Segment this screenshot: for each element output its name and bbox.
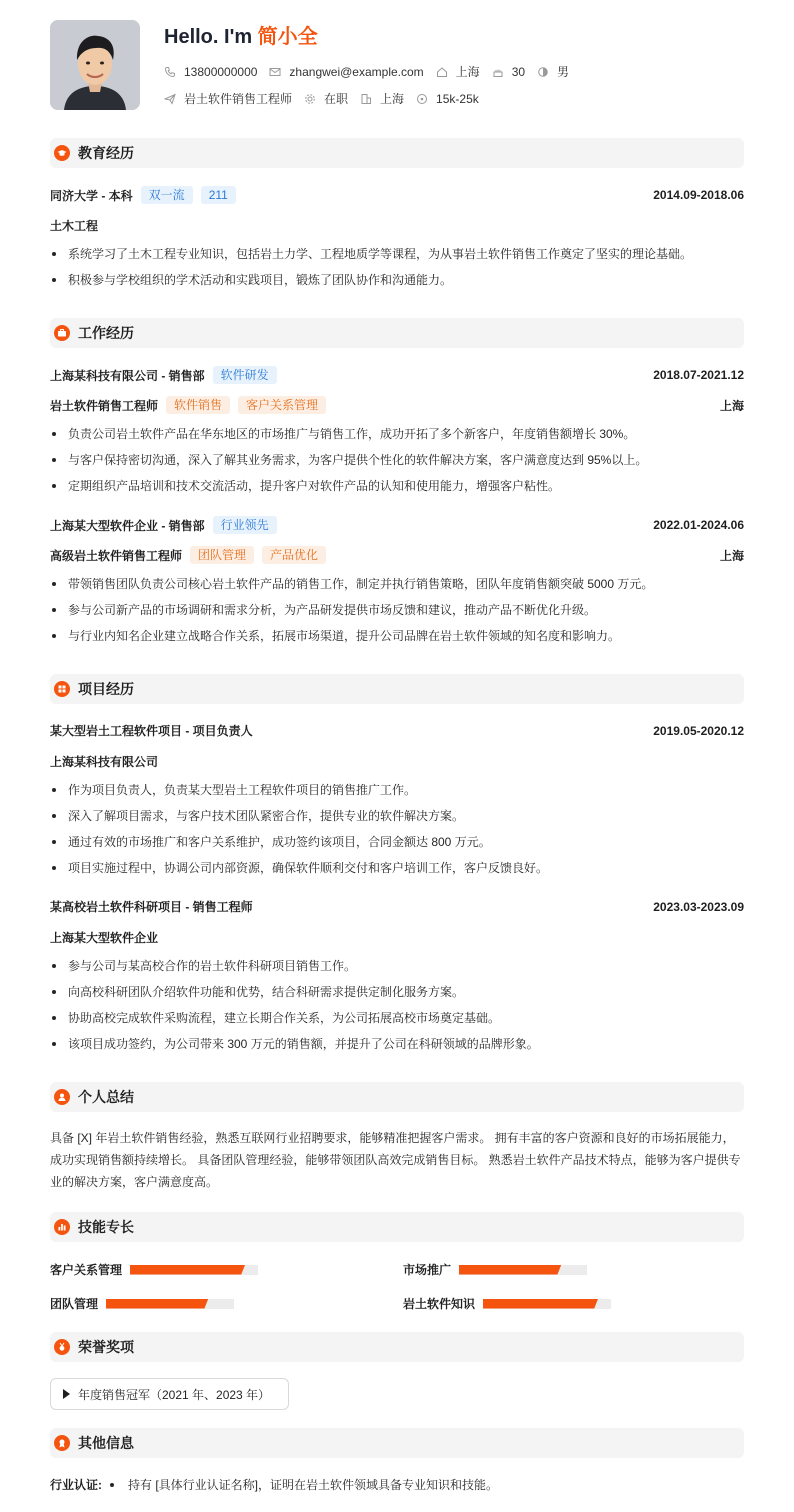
school-name: 同济大学 - 本科: [50, 188, 133, 203]
summary-section-header: [50, 1082, 744, 1112]
list-item: 负责公司岩土软件产品在华东地区的市场推广与销售工作，成功开拓了多个新客户，年度销售额增长 30%。: [50, 421, 744, 447]
status-item: [304, 90, 348, 107]
city-item: [436, 63, 480, 80]
bar-chart-icon: [54, 1219, 70, 1235]
list-item: 深入了解项目需求，与客户技术团队紧密合作，提供专业的软件解决方案。: [50, 803, 744, 829]
caret-right-icon: [63, 1389, 70, 1399]
project-period: 2019.05-2020.12: [653, 723, 744, 738]
education-title: 教育经历: [78, 145, 134, 161]
list-item: 项目实施过程中，协调公司内部资源，确保软件顺利交付和客户培训工作，客户反馈良好。: [50, 855, 744, 881]
work-city-text: 上海: [380, 92, 405, 106]
education-school-row: [50, 186, 744, 204]
project-bullets: [50, 953, 744, 1057]
list-item: 积极参与学校组织的学术活动和实践项目，锻炼了团队协作和沟通能力。: [50, 267, 744, 293]
list-item: 参与公司新产品的市场调研和需求分析，为产品研发提供市场反馈和建议，推动产品不断优化升级。: [50, 597, 744, 623]
skills-section-header: [50, 1212, 744, 1242]
age-item: [492, 65, 525, 79]
awards-title: 荣誉奖项: [78, 1339, 134, 1355]
list-item: 与行业内知名企业建立战略合作关系，拓展市场渠道，提升公司品牌在岩土软件领域的知名度和影响力。: [50, 623, 744, 649]
email-item: [269, 65, 423, 79]
job-location: 上海: [719, 548, 744, 563]
status-text: 在职: [324, 92, 349, 106]
project-name: 某高校岩土软件科研项目 - 销售工程师: [50, 900, 253, 914]
skill-bar: [130, 1265, 258, 1275]
education-bullets: [50, 241, 744, 293]
job-role-row: [50, 546, 744, 564]
project-name-row: [50, 898, 744, 915]
skill-name: 团队管理: [50, 1297, 99, 1311]
certification-row: [50, 1476, 498, 1493]
briefcase-icon: [54, 325, 70, 341]
project-name-row: [50, 722, 744, 739]
graduation-cap-icon: [54, 145, 70, 161]
mail-icon: [269, 66, 281, 78]
company-tag: 软件研发: [213, 366, 277, 384]
avatar-portrait-icon: [50, 20, 140, 110]
company-tag: 行业领先: [213, 516, 277, 534]
gender-icon: [537, 66, 549, 78]
money-icon: [416, 93, 428, 105]
salary-text: 15k-25k: [436, 91, 479, 106]
skill-bar-fill: [483, 1299, 598, 1309]
email-text: zhangwei@example.com: [289, 64, 424, 79]
work-title: 工作经历: [78, 325, 134, 341]
project-org: 上海某大型软件企业: [50, 931, 159, 945]
building-icon: [360, 93, 372, 105]
resume-header: [50, 0, 744, 130]
certification-label: 行业认证:: [50, 1478, 102, 1492]
gender-text: 男: [557, 65, 570, 79]
skill-item: [403, 1295, 611, 1312]
skill-bar-fill: [459, 1265, 561, 1275]
job-location: 上海: [719, 398, 744, 413]
phone-icon: [164, 66, 176, 78]
skill-item: [50, 1261, 258, 1278]
skill-name: 市场推广: [403, 1263, 452, 1277]
list-item: 通过有效的市场推广和客户关系维护，成功签约该项目，合同金额达 800 万元。: [50, 829, 744, 855]
list-item: 向高校科研团队介绍软件功能和优势，结合科研需求提供定制化服务方案。: [50, 979, 744, 1005]
job-period: 2022.01-2024.06: [653, 518, 744, 532]
skill-name: 岩土软件知识: [403, 1297, 476, 1311]
greeting-text: Hello. I'm: [164, 26, 258, 48]
position-text: 岩土软件销售工程师: [184, 92, 293, 106]
projects-section-header: [50, 674, 744, 704]
cake-icon: [492, 66, 504, 78]
certification-text: 持有 [具体行业认证名称]，证明在岩土软件领域具备专业知识和技能。: [128, 1478, 499, 1492]
greeting-heading: [164, 20, 318, 49]
education-major: 土木工程: [50, 219, 99, 233]
skills-title: 技能专长: [78, 1219, 134, 1235]
work-section-header: [50, 318, 744, 348]
avatar: [50, 20, 140, 110]
salary-item: [416, 92, 479, 106]
project-name: 某大型岩土工程软件项目 - 项目负责人: [50, 724, 253, 738]
summary-title: 个人总结: [78, 1089, 134, 1105]
phone-item: [164, 65, 257, 79]
other-title: 其他信息: [78, 1435, 134, 1451]
position-item: [164, 90, 292, 107]
company-name: 上海某大型软件企业 - 销售部: [50, 518, 205, 533]
project-org: 上海某科技有限公司: [50, 755, 159, 769]
grid-icon: [54, 681, 70, 697]
project-bullets: [50, 777, 744, 881]
awards-section-header: [50, 1332, 744, 1362]
projects-title: 项目经历: [78, 681, 134, 697]
phone-text: 13800000000: [184, 64, 258, 79]
skill-bar: [459, 1265, 587, 1275]
education-period: 2014.09-2018.06: [653, 188, 744, 202]
job-role-row: [50, 396, 744, 414]
skill-bar-fill: [106, 1299, 208, 1309]
work-city-item: [360, 90, 404, 107]
summary-text: 具备 [X] 年岩土软件销售经验，熟悉互联网行业招聘要求，能够精准把握客户需求。 拥有丰富的客户资源和良好的市场拓展能力，成功实现销售额持续增长。 具备团队管理经验，能够带领团队高效完成销售目标。 熟悉岩土软件产品技术特点，能够为客户提供专业的解决方案，客户满意度高。: [50, 1131, 741, 1189]
job-bullets: [50, 571, 744, 649]
job-role: 岩土软件销售工程师: [50, 398, 159, 413]
list-item: 参与公司与某高校合作的岩土软件科研项目销售工作。: [50, 953, 744, 979]
list-item: 带领销售团队负责公司核心岩土软件产品的销售工作，制定并执行销售策略，团队年度销售额突破 5000 万元。: [50, 571, 744, 597]
candidate-name: 简小全: [257, 26, 318, 48]
role-tag: 团队管理: [190, 546, 254, 564]
other-section-header: [50, 1428, 744, 1458]
list-item: 定期组织产品培训和技术交流活动，提升客户对软件产品的认知和使用能力，增强客户粘性。: [50, 473, 744, 499]
skill-item: [403, 1261, 587, 1278]
job-role: 高级岩土软件销售工程师: [50, 548, 183, 563]
project-period: 2023.03-2023.09: [653, 899, 744, 914]
role-tag: 产品优化: [262, 546, 326, 564]
award-text: 年度销售冠军（2021 年、2023 年）: [78, 1387, 271, 1402]
ribbon-icon: [54, 1435, 70, 1451]
job-company-row: [50, 366, 744, 384]
bullet-dot: [110, 1483, 114, 1487]
list-item: 协助高校完成软件采购流程，建立长期合作关系，为公司拓展高校市场奠定基础。: [50, 1005, 744, 1031]
role-tag: 软件销售: [166, 396, 230, 414]
skill-name: 客户关系管理: [50, 1263, 123, 1277]
gender-item: [537, 63, 569, 80]
gear-icon: [304, 93, 316, 105]
job-intent-row: [164, 90, 491, 107]
home-icon: [436, 66, 448, 78]
skill-bar-fill: [130, 1265, 245, 1275]
school-tag: 211: [201, 186, 236, 204]
age-text: 30: [511, 64, 526, 79]
job-company-row: [50, 516, 744, 534]
city-text: 上海: [455, 65, 480, 79]
role-tag: 客户关系管理: [238, 396, 326, 414]
award-item[interactable]: [50, 1378, 289, 1410]
skill-bar: [483, 1299, 611, 1309]
skill-item: [50, 1295, 234, 1312]
skill-bar: [106, 1299, 234, 1309]
list-item: 该项目成功签约，为公司带来 300 万元的销售额，并提升了公司在科研领域的品牌形象。: [50, 1031, 744, 1057]
user-icon: [54, 1089, 70, 1105]
job-bullets: [50, 421, 744, 499]
list-item: 与客户保持密切沟通，深入了解其业务需求，为客户提供个性化的软件解决方案，客户满意度达到 95%以上。: [50, 447, 744, 473]
list-item: 作为项目负责人，负责某大型岩土工程软件项目的销售推广工作。: [50, 777, 744, 803]
list-item: 系统学习了土木工程专业知识，包括岩土力学、工程地质学等课程，为从事岩土软件销售工作奠定了坚实的理论基础。: [50, 241, 744, 267]
send-icon: [164, 93, 176, 105]
medal-icon: [54, 1339, 70, 1355]
job-period: 2018.07-2021.12: [653, 368, 744, 382]
company-name: 上海某科技有限公司 - 销售部: [50, 368, 205, 383]
school-tag: 双一流: [141, 186, 193, 204]
education-section-header: [50, 138, 744, 168]
contact-row: [164, 63, 581, 80]
